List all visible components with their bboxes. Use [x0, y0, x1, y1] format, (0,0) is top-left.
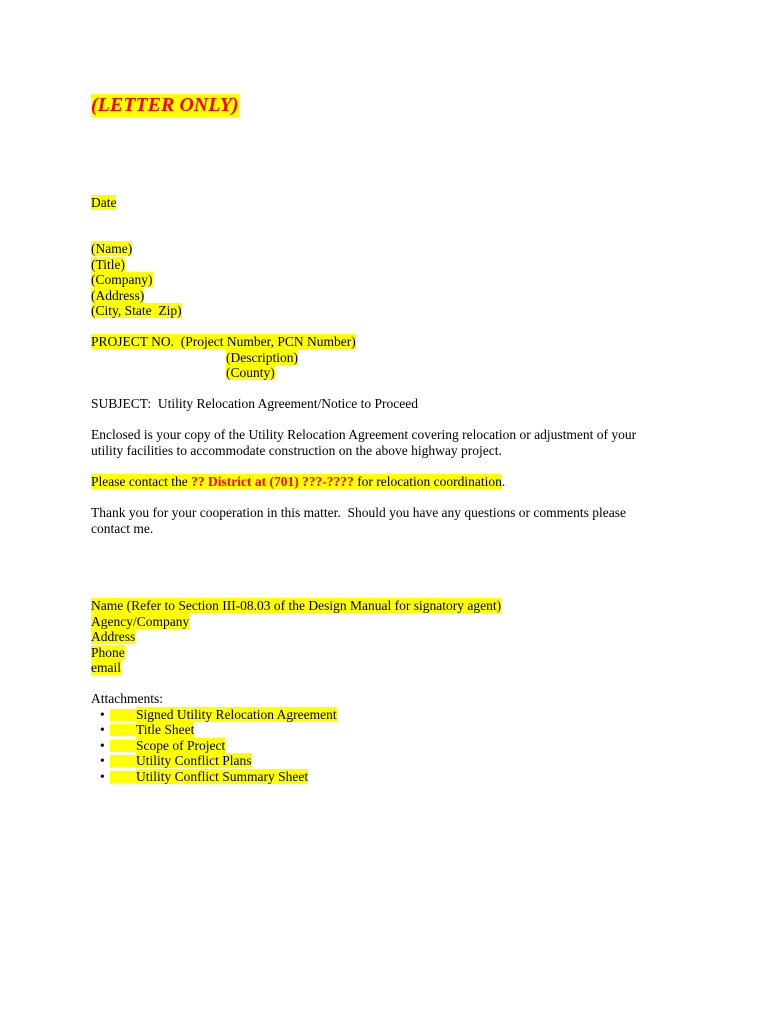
project-county-line	[226, 365, 275, 381]
signature-email-text: email	[91, 660, 121, 675]
project-description-line	[226, 350, 298, 366]
recipient-city	[91, 303, 182, 319]
attachment-item-text: Scope of Project	[136, 737, 226, 753]
bullet-highlight	[110, 724, 136, 736]
recipient-name-text: (Name)	[91, 241, 133, 256]
bullet-highlight	[110, 740, 136, 752]
recipient-company	[91, 272, 153, 288]
attachment-item	[136, 738, 225, 754]
signature-address-text: Address	[91, 629, 136, 644]
attachment-item-text: Utility Conflict Plans	[136, 753, 252, 768]
recipient-company-text: (Company)	[91, 272, 153, 287]
subject-line: SUBJECT: Utility Relocation Agreement/Notice to Proceed	[91, 396, 419, 411]
signature-email	[91, 660, 121, 676]
recipient-title-text: (Title)	[91, 256, 126, 272]
attachment-item	[136, 707, 337, 723]
letter-title: (LETTER ONLY)	[91, 94, 239, 116]
bullet-icon: •	[100, 722, 105, 737]
project-county: (County)	[226, 365, 275, 380]
project-description: (Description)	[226, 349, 298, 365]
attachment-item-text: Signed Utility Relocation Agreement	[136, 706, 337, 722]
contact-prefix: Please contact the	[91, 474, 192, 489]
signature-agency	[91, 614, 189, 630]
attachment-item	[136, 753, 252, 769]
contact-suffix: for relocation coordination	[353, 474, 502, 489]
bullet-icon: •	[100, 768, 105, 784]
district-phone: ?? District at (701) ???-????	[191, 474, 354, 489]
bullet-icon: •	[100, 706, 105, 722]
attachment-item	[136, 769, 308, 785]
date-placeholder: Date	[91, 195, 117, 210]
thanks-paragraph-line1: Thank you for your cooperation in this matter. Should you have any questions or comments please	[91, 505, 627, 520]
enclosed-paragraph-line1: Enclosed is your copy of the Utility Relocation Agreement covering relocation or adjustment of your	[91, 427, 637, 442]
bullet-highlight	[110, 755, 136, 767]
recipient-city-text: (City, State Zip)	[91, 303, 182, 318]
recipient-title	[91, 257, 125, 273]
attachments-label: Attachments:	[91, 691, 163, 706]
enclosed-paragraph-line2: utility facilities to accommodate construction on the above highway project.	[91, 442, 502, 458]
signature-agency-text: Agency/Company	[91, 613, 190, 629]
thanks-paragraph-line2: contact me.	[91, 520, 154, 536]
attachment-item	[136, 722, 194, 738]
date-line	[91, 195, 116, 211]
signature-name	[91, 598, 501, 614]
signature-name-text: Name (Refer to Section III-08.03 of the Design Manual for signatory agent)	[91, 598, 502, 613]
recipient-name	[91, 241, 132, 257]
attachment-item-text: Title Sheet	[136, 722, 195, 737]
project-number-line	[91, 334, 356, 350]
signature-address	[91, 629, 135, 645]
bullet-highlight	[110, 771, 136, 783]
contact-line	[91, 474, 505, 490]
bullet-icon: •	[100, 753, 105, 768]
contact-period: .	[501, 474, 506, 489]
recipient-address	[91, 288, 144, 304]
bullet-highlight	[110, 709, 136, 721]
signature-phone	[91, 645, 125, 661]
project-number: (Project Number, PCN Number)	[180, 334, 356, 349]
bullet-icon: •	[100, 737, 105, 753]
project-label: PROJECT NO.	[91, 334, 181, 349]
attachment-item-text: Utility Conflict Summary Sheet	[136, 768, 309, 784]
signature-phone-text: Phone	[91, 644, 125, 660]
recipient-address-text: (Address)	[91, 287, 145, 303]
